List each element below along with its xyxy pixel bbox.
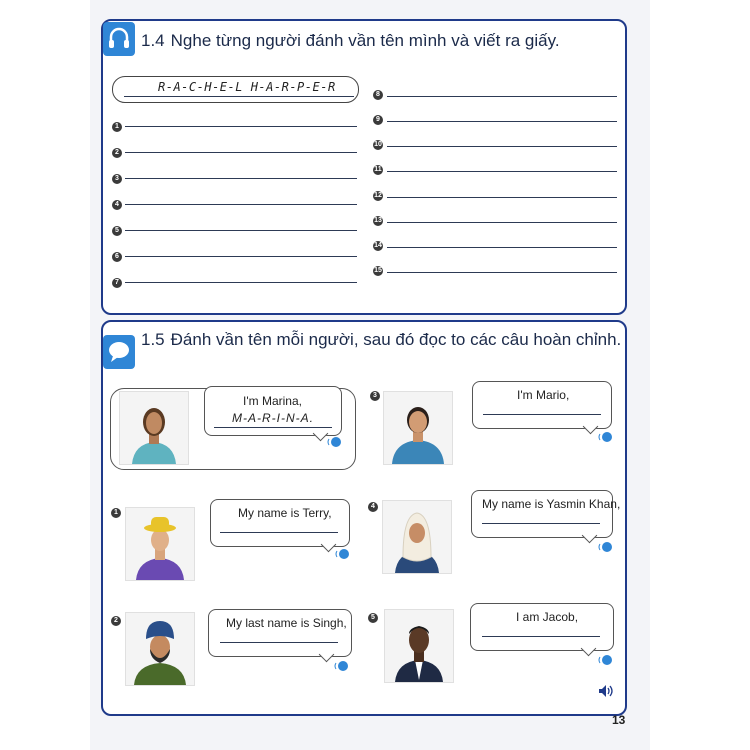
listening-panel [101,19,627,315]
answer-line[interactable] [387,222,617,223]
answer-line[interactable] [220,642,338,643]
prompt-marina: I'm Marina, [243,394,302,408]
item-number: 13 [374,217,382,224]
answer-line[interactable] [220,532,338,533]
prompt-terry: My name is Terry, [238,506,332,520]
speaker-icon[interactable] [327,436,341,448]
answer-line[interactable] [387,247,617,248]
answer-line [124,96,354,97]
item-number: 15 [374,267,382,274]
photo-marina [119,391,189,465]
answer-line[interactable] [125,230,357,231]
item-number: 4 [368,502,378,512]
answer-line[interactable] [125,152,357,153]
item-number: 4 [112,200,122,210]
item-number: 11 [374,166,382,173]
item-number: 3 [112,174,122,184]
item-number: 2 [112,148,122,158]
item-number: 14 [374,242,382,249]
answer-line[interactable] [387,171,617,172]
item-number: 3 [370,391,380,401]
item-number: 8 [373,90,383,100]
item-number: 6 [112,252,122,262]
answer-line[interactable] [125,178,357,179]
answer-line[interactable] [387,197,617,198]
section-number: 1.5 [141,330,165,349]
section-heading-1-5 [141,330,621,350]
section-title: Đánh vần tên mỗi người, sau đó đọc to các câu hoàn chỉnh. [170,330,622,349]
page-number: 13 [612,713,626,727]
section-title: Nghe từng người đánh vần tên mình và viết ra giấy. [170,31,560,50]
speaker-icon[interactable] [598,431,612,443]
answer-line[interactable] [482,636,600,637]
item-number: 12 [374,192,382,199]
answer-line[interactable] [125,204,357,205]
item-number: 5 [112,226,122,236]
speaker-icon[interactable] [335,548,349,560]
answer-line[interactable] [125,126,357,127]
photo-mario [383,391,453,465]
item-number: 10 [374,141,382,148]
prompt-mario: I'm Mario, [517,388,570,402]
sample-answer: R-A-C-H-E-L H-A-R-P-E-R [158,80,336,94]
answer-line[interactable] [387,272,617,273]
speaker-icon[interactable] [598,541,612,553]
prompt-singh: My last name is Singh, [226,616,347,630]
photo-jacob [384,609,454,683]
prompt-jacob: I am Jacob, [516,610,579,624]
headphones-icon [103,22,135,56]
item-number: 5 [368,613,378,623]
photo-terry [125,507,195,581]
answer-marina: M-A-R-I-N-A. [232,411,314,425]
answer-line[interactable] [125,256,357,257]
speech-bubble-icon [103,335,135,369]
item-number: 2 [111,616,121,626]
item-number: 1 [112,122,122,132]
photo-singh [125,612,195,686]
answer-line[interactable] [482,523,600,524]
answer-line[interactable] [387,121,617,122]
item-number: 9 [373,115,383,125]
section-heading-1-4 [141,31,560,51]
answer-line[interactable] [125,282,357,283]
answer-line[interactable] [387,96,617,97]
speaker-icon[interactable] [334,660,348,672]
item-number: 7 [112,278,122,288]
item-number: 1 [111,508,121,518]
answer-line[interactable] [483,414,601,415]
speaker-icon[interactable] [598,654,612,666]
photo-yasmin [382,500,452,574]
answer-line [214,427,332,428]
audio-volume-icon[interactable] [598,684,614,698]
answer-line[interactable] [387,146,617,147]
prompt-yasmin: My name is Yasmin Khan, [482,497,621,511]
section-number: 1.4 [141,31,165,50]
